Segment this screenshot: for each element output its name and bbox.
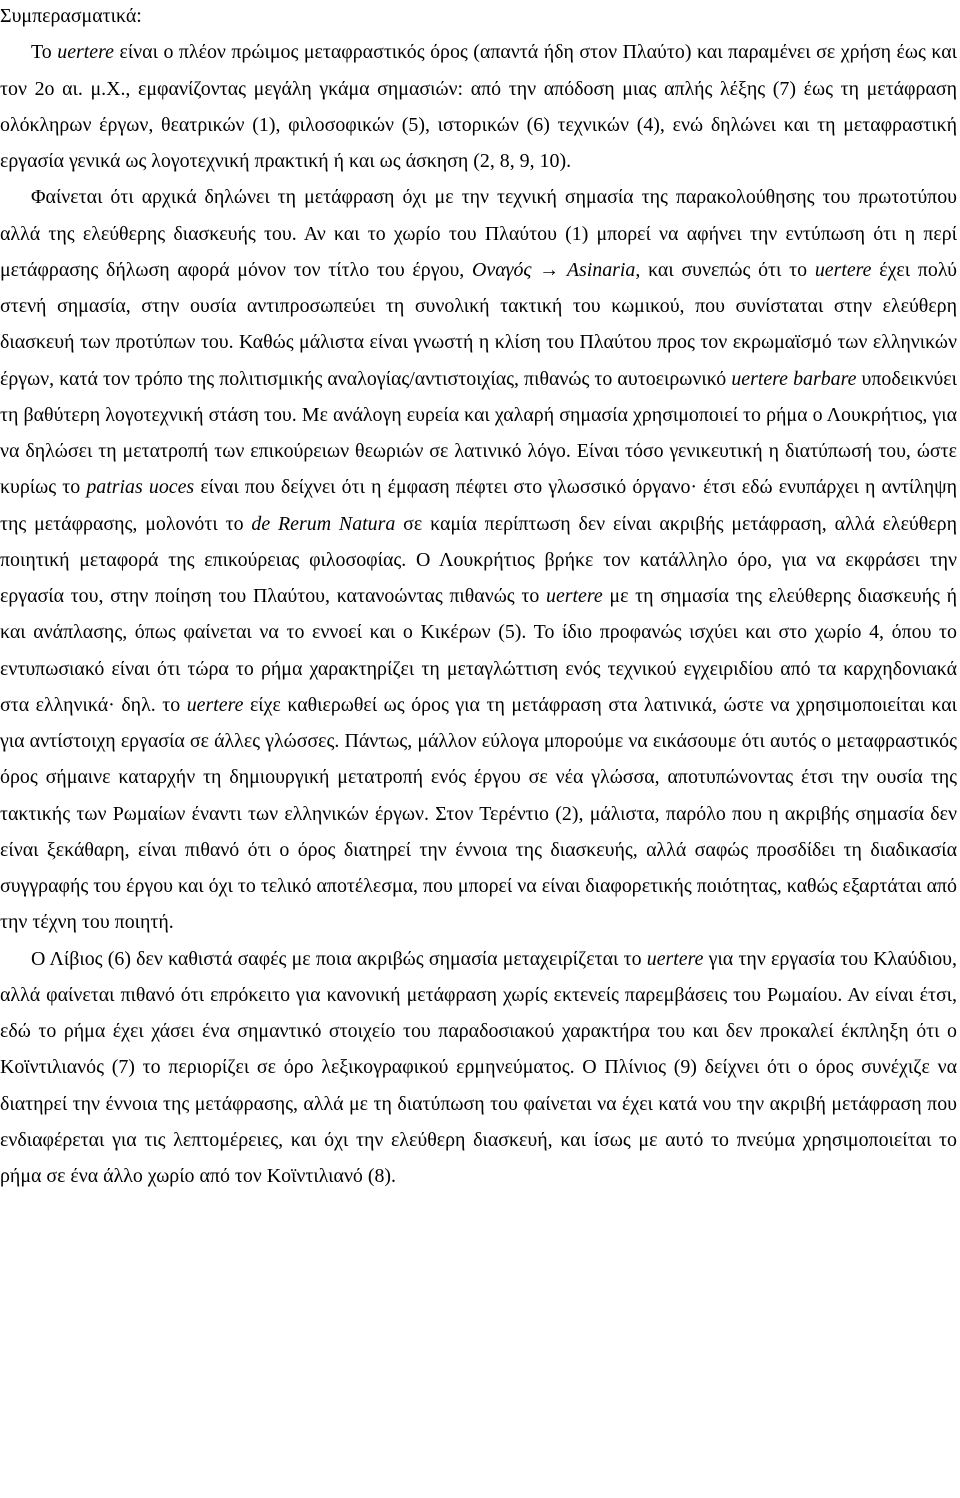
- text-segment: είχε καθιερωθεί ως όρος για τη μετάφραση στα λατινικά, ώστε να χρησιμοποιείται και για αντίστοιχη εργασία σε άλλες γλώσσες. Πάντως, μάλλον εύλογα μπορούμε να εικάσουμε ότι αυτός ο μεταφραστικός όρος σήμαινε καταρχήν τη δημιουργική μετατροπή ενός έργου σε νέα γλώσσα, αποτυπώνοντας έτσι την ουσία της τακτικής των Ρωμαίων έναντι των ελληνικών έργων. Στον Τερέντιο (2), μάλιστα, παρόλο που η ακριβής σημασία δεν είναι ξεκάθαρη, είναι πιθανό ότι ο όρος διατηρεί την έννοια της διασκευής, αλλά σαφώς προσδίδει τη διαδικασία συγγραφής του έργου και όχι το τελικό αποτέλεσμα, που μπορεί να είναι διαφορετικής ποιότητας, καθώς εξαρτάται από την τέχνη του ποιητή.: [0, 693, 957, 934]
- text-segment: υποδεικνύει τη βαθύτερη λογοτεχνική στάση του. Με ανάλογη ευρεία και χαλαρή σημασία χρησιμοποιεί το ρήμα ο Λουκρήτιος, για να δηλώσει τη μετατροπή των επικούρειων θεωριών σε λατινικό λόγο. Είναι τόσο γενικευτική η διατύπωσή του, ώστε κυρίως το: [0, 367, 957, 499]
- paragraph: [0, 941, 957, 1195]
- text-segment: είναι που δείχνει ότι η έμφαση πέφτει στο γλωσσικό όργανο· έτσι εδώ ενυπάρχει η αντίληψη της μετάφρασης, μολονότι το: [0, 476, 957, 535]
- text-segment: , και συνεπώς ότι το: [635, 258, 815, 281]
- italic-term: de Rerum Natura: [251, 512, 396, 535]
- text-segment: για την εργασία του Κλαύδιου, αλλά φαίνεται πιθανό ότι επρόκειτο για κανονική μετάφραση χωρίς εκτενείς παρεμβάσεις του Ρωμαίου. Αν είναι έτσι, εδώ το ρήμα έχει χάσει ένα σημαντικό στοιχείο του παραδοσιακού χαρακτήρα του και δεν προκαλεί έκπληξη ότι ο Κοϊντιλιανός (7) το περιορίζει σε όρο λεξικογραφικού ερμηνεύματος. Ο Πλίνιος (9) δείχνει ότι ο όρος συνέχιζε να διατηρεί την έννοια της μετάφρασης, αλλά με τη διατύπωση του φαίνεται να έχει κατά νου την ακριβή μετάφραση που ενδιαφέρεται για τις λεπτομέρειες, και όχι την ελεύθερη διασκευή, και ίσως με αυτό το πνεύμα χρησιμοποιείται το ρήμα σε ένα άλλο χωρίο από τον Κοϊντιλιανό (8).: [0, 947, 957, 1187]
- italic-term: Οναγός → Asinaria: [472, 258, 636, 281]
- text-segment: Φαίνεται ότι αρχικά δηλώνει τη μετάφραση όχι με την τεχνική σημασία της παρακολούθησης του πρωτοτύπου αλλά της ελεύθερης διασκευής του. Αν και το χωρίο του Πλαύτου (1) μπορεί να αφήνει την εντύπωση ότι η περί μετάφρασης δήλωση αφορά μόνον τον τίτλο του έργου,: [0, 186, 957, 281]
- italic-term: uertere: [186, 693, 244, 716]
- section-heading: Συμπερασματικά:: [0, 5, 142, 27]
- text-segment: σε καμία περίπτωση δεν είναι ακριβής μετάφραση, αλλά ελεύθερη ποιητική μεταφορά της επικούρειας φιλοσοφίας. Ο Λουκρήτιος βρήκε τον κατάλληλο όρο, για να εκφράσει την εργασία του, στην ποίηση του Πλαύτου, κατανοώντας πιθανώς το: [0, 512, 957, 607]
- body-text: [0, 34, 957, 1194]
- text-segment: έχει πολύ στενή σημασία, στην ουσία αντιπροσωπεύει τη συνολική τακτική του κωμικού, που συνίσταται στην ελεύθερη διασκευή των προτύπων του. Καθώς μάλιστα είναι γνωστή η κλίση του Πλαύτου προς τον εκρωμαϊσμό των ελληνικών έργων, κατά τον τρόπο της πολιτισμικής αναλογίας/αντιστοιχίας, πιθανώς το αυτοειρωνικό: [0, 258, 957, 390]
- italic-term: uertere: [57, 41, 114, 64]
- text-segment: Ο Λίβιος (6) δεν καθιστά σαφές με ποια ακριβώς σημασία μεταχειρίζεται το: [31, 947, 647, 970]
- italic-term: patrias uoces: [86, 476, 195, 499]
- paragraph: [0, 179, 957, 940]
- paragraph: [0, 34, 957, 179]
- text-segment: Το: [31, 41, 58, 64]
- italic-term: uertere barbare: [731, 367, 857, 390]
- text-segment: με τη σημασία της ελεύθερης διασκευής ή και ανάπλασης, όπως φαίνεται να το εννοεί και ο Κικέρων (5). Το ίδιο προφανώς ισχύει και στο χωρίο 4, όπου το εντυπωσιακό είναι ότι τώρα το ρήμα χαρακτηρίζει τη μεταγλώττιση ενός τεχνικού εγχειριδίου από τα καρχηδονιακά στα ελληνικά· δηλ. το: [0, 585, 957, 716]
- italic-term: uertere: [546, 585, 603, 607]
- text-segment: είναι ο πλέον πρώιμος μεταφραστικός όρος (απαντά ήδη στον Πλαύτο) και παραμένει σε χρήση έως και τον 2ο αι. μ.Χ., εμφανίζοντας μεγάλη γκάμα σημασιών: από την απόδοση μιας απλής λέξης (7) έως τη μετάφραση ολόκληρων έργων, θεατρικών (1), φιλοσοφικών (5), ιστορικών (6) τεχνικών (4), ενώ δηλώνει και τη μεταφραστική εργασία γενικά ως λογοτεχνική πρακτική ή και ως άσκηση (2, 8, 9, 10).: [0, 41, 957, 172]
- italic-term: uertere: [814, 258, 872, 281]
- italic-term: uertere: [646, 947, 704, 970]
